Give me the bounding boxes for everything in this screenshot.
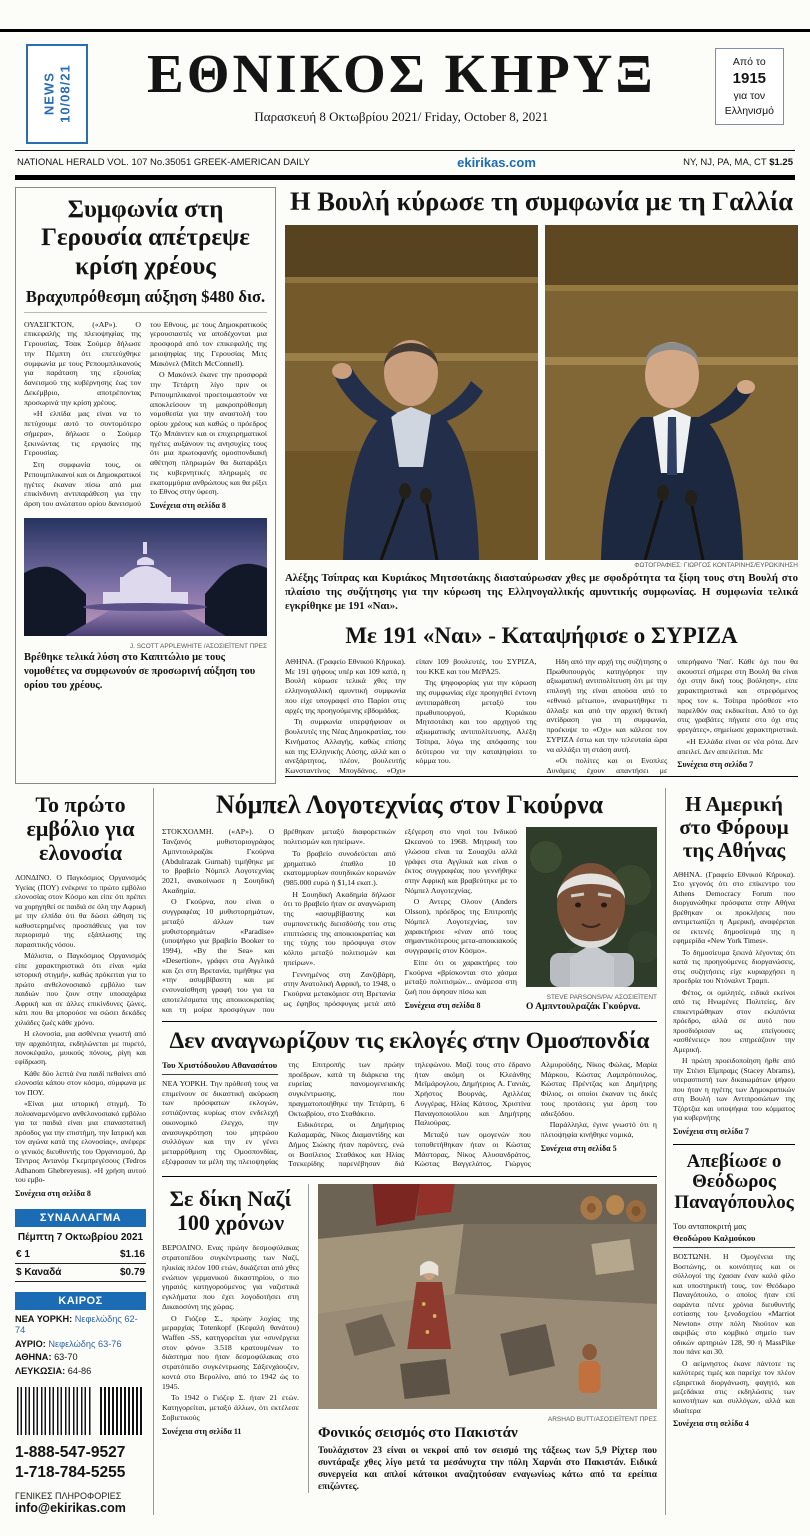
paragraph: Μάλιστα, ο Παγκόσμιος Οργανισμός είπε χαρακτηριστικά ότι είναι «μία ιστορική στιγμή», καθώς πρόκειται για το πρώτο ανθελονοσιακό εμβόλιο των παιδιών που ζουν στην υποσαχάρια Αφρική και σε άλλες επικίνδυνες ζώνες, κάτι που θα μπορούσε να σώσει δεκάδες χιλιάδες ζωές κάθε χρόνο. bbox=[15, 951, 146, 1027]
gurnah-photo bbox=[526, 827, 657, 987]
france-headline: Η Βουλή κύρωσε τη συμφωνία με τη Γαλλία bbox=[290, 186, 793, 216]
news-label: NEWS bbox=[41, 72, 57, 116]
fx-row-cad bbox=[15, 1264, 146, 1282]
forum-headline: Η Αμερική στο Φόρουμ της Αθήνας bbox=[679, 791, 789, 862]
fx-label: € 1 bbox=[16, 1248, 30, 1260]
malaria-body bbox=[15, 873, 146, 1199]
article-debt-deal bbox=[15, 187, 276, 784]
continuation-note: Συνέχεια στη σελίδα 5 bbox=[540, 1143, 617, 1153]
founded-line: Από το bbox=[732, 56, 766, 68]
pakistan-caption: Τουλάχιστον 23 είναι οι νεκροί από τον σεισμό της τάξεως των 5,9 Ρίχτερ που συντάραξε χθες λίγο μετά τα μεσάνυχτα την πόλη Χαρνάι στο Πακιστάν. Ειδικά συνεργεία και απλοί κάτοικοι αναζητούσαν εναγωνίως κάτω από τα ερείπια επιζώντες. bbox=[318, 1446, 657, 1493]
byline-prefix: Του ανταποκριτή μας bbox=[673, 1221, 747, 1232]
paragraph: Το δημοσίευμα ξεκινά λέγοντας ότι κατά τις προηγούμενες διοργανώσεις, στις συζητήσεις είχε κυριαρχήσει η προεδρία του Ντόναλντ Τραμπ. bbox=[673, 947, 795, 986]
earthquake-photo-credit: ARSHAD BUTT/ΑΣΟΣΙΕΪΤΕΝΤ ΠΡΕΣ bbox=[547, 1416, 657, 1424]
weather-tomorrow bbox=[15, 1339, 146, 1351]
debt-subhead: Βραχυπρόθεσμη αύξηση $480 δισ. bbox=[24, 287, 267, 313]
left-rail bbox=[15, 788, 153, 1515]
nazi-headline: Σε δίκη Ναζί 100 χρόνων bbox=[169, 1186, 292, 1236]
debt-body bbox=[24, 320, 267, 511]
founded-line: για τον bbox=[733, 90, 766, 103]
barcode bbox=[17, 1387, 144, 1435]
weather-label: ΑΥΡΙΟ: bbox=[15, 1338, 46, 1349]
paragraph: Γεννημένος στη Ζανζιβάρη, στην Ανατολική Αφρική, το 1948, ο Γκούρνα μετακόμισε στη Βρετανία ως έφηβος πρόσφυγας μετά από εξέγερση στο νησί του Ινδικού Ωκεανού το 1968. Μητρική του γλώσσα είναι τα Σουαχίλι αλλά γράφει στα Αγγλικά και είναι ο έκτος συγγραφέας που γεννήθηκε στην Αφρική και βραβεύτηκε με το Νόμπελ Λογοτεχνίας. bbox=[283, 827, 517, 1008]
federation-headline: Δεν αναγνωρίζουν τις εκλογές στην Ομοσπονδία bbox=[169, 1028, 650, 1055]
panagopoulos-headline: Απεβίωσε ο Θεόδωρος Παναγόπουλος bbox=[674, 1150, 794, 1214]
continuation-note: Συνέχεια στη σελίδα 11 bbox=[162, 1426, 242, 1436]
paragraph: Ο Αντερς Ολσον (Anders Olsson), πρόεδρος της Επιτροπής Νόμπελ Λογοτεχνίας, τον χαρακτήρισε «έναν από τους σημαντικότερους μετα-αποικιακούς συγγραφείς στον Κόσμο». bbox=[404, 897, 517, 956]
paragraph: ΒΕΡΟΛΙΝΟ. Ενας πρώην δεσμοφύλακας στρατοπέδου συγκέντρωσης των Ναζί, ηλικίας πλέον 100 ετών, δικάζεται από χθες ενώπιον γερμανικού δικαστηρίου, ο πιο γηραιός κατηγορούμενος για ναζιστικά εγκλήματα που έχει λογοδοτήσει στη Δικαιοσύνη της χώρας. bbox=[162, 1243, 299, 1311]
founded-1915-box bbox=[715, 48, 784, 125]
parliament-caption: Αλέξης Τσίπρας και Κυριάκος Μητσοτάκης διασταύρωσαν χθες με σφοδρότητα τα ξίφη τους στη Βουλή στο πλαίσιο της συζήτησης για την κύρωση της Ελληνογαλλικής αμυντικής συμφωνίας. Η συμφωνία τελικά εγκρίθηκε με 191 «Ναι». bbox=[285, 571, 798, 612]
section-rule bbox=[162, 1176, 657, 1177]
paragraph: Το 1942 ο Γιόζεφ Σ. ήταν 21 ετών. Κατηγορείται, μεταξύ άλλων, ότι εκτέλεσε Σοβιετικούς bbox=[162, 1393, 299, 1422]
fx-value: $0.79 bbox=[119, 1266, 145, 1278]
france-body bbox=[285, 657, 798, 776]
parliament-photo-credit: ΦΩΤΟΓΡΑΦΙΕΣ: ΓΙΩΡΓΟΣ ΚΟΝΤΑΡΙΝΗΣ/ΕΥΡΩΚΙΝΗΣΗ bbox=[634, 561, 798, 569]
paragraph: Κάθε δύο λεπτά ένα παιδί πεθαίνει από ελονοσία κάπου στον κόσμο, σύμφωνα με τον ΠΟΥ. bbox=[15, 1068, 146, 1097]
volume-info: NATIONAL HERALD VOL. 107 No.35051 GREEK-AMERICAN DAILY bbox=[17, 157, 310, 168]
paragraph: Φέτος, οι ομιλητές, ειδικά εκείνοι από τις Ηνωμένες Πολιτείες, δεν επικεντρώθηκαν στον εκλιπόντα πρόεδρο, αλλά σε αυτό που προσδιόρισαν ως επείγουσες «ασθένειες» που επηρεάζουν την Αμερική. bbox=[673, 987, 795, 1054]
debt-headline: Συμφωνία στη Γερουσία απέτρεψε κρίση χρέους bbox=[41, 196, 250, 280]
paragraph: «Η ελπίδα μας είναι να το πετύχουμε αυτό το συντομότερο σήμερα», δήλωσε ο Σούμερ ξεκινώντας τις εργασίες της Γερουσίας. bbox=[24, 409, 141, 458]
paper-title: ΕΘΝΙΚΟΣ ΚΗΡΥΞ bbox=[147, 43, 656, 104]
fx-value: $1.16 bbox=[119, 1248, 145, 1260]
weather-value: 63-70 bbox=[54, 1352, 78, 1363]
right-rail bbox=[666, 788, 795, 1515]
general-info-label: ΓΕΝΙΚΕΣ ΠΛΗΡΟΦΟΡΙΕΣ bbox=[15, 1490, 122, 1501]
article-france-deal bbox=[285, 187, 798, 784]
weather-value: Νεφελώδης 62-74 bbox=[15, 1313, 138, 1336]
phone-local: 1-718-784-5255 bbox=[15, 1464, 126, 1482]
panagopoulos-byline bbox=[673, 1221, 795, 1248]
currency-date: Πέμπτη 7 Οκτωβρίου 2021 bbox=[17, 1231, 144, 1243]
capitol-photo-caption: Βρέθηκε τελικά λύση στο Καπιτώλιο με τους νομοθέτες να συμφωνούν σε προσωρινή αύξηση του ορίου του χρέους. bbox=[24, 651, 256, 691]
malaria-headline: Το πρώτο εμβόλιο για ελονοσία bbox=[26, 791, 135, 866]
paragraph: Η πρώτη προειδοποίηση ήρθε από την Στέισι Εϊμπραμς (Stacey Abrams), υπερασπιστή των δικαιωμάτων ψήφου που ήταν η ηγέτης των Δημοκρατικών στη Βουλή των Αντιπροσώπων της Τζόρτζια και υποψήφια του κόμματος για κυβερνήτης bbox=[673, 1056, 795, 1123]
weather-value: Νεφελώδης 63-76 bbox=[48, 1338, 122, 1349]
weather-nicosia bbox=[15, 1366, 146, 1378]
article-nazi-trial bbox=[162, 1184, 309, 1493]
continuation-note: Συνέχεια στη σελίδα 8 bbox=[15, 1188, 91, 1198]
gurnah-photo-credit: STEVE PARSONS/PA/ ΑΣΟΣΙΕΪΤΕΝΤ bbox=[546, 994, 657, 1002]
phone-tollfree: 1-888-547-9527 bbox=[15, 1444, 126, 1462]
currency-banner: ΣΥΝΑΛΛΑΓΜΑ bbox=[15, 1209, 146, 1227]
byline-name: Θεοδώρου Καλμούκου bbox=[673, 1232, 756, 1243]
syriza-subheadline: Με 191 «Ναι» - Καταψήφισε ο ΣΥΡΙΖΑ bbox=[345, 622, 738, 648]
nobel-body bbox=[162, 827, 517, 1014]
paragraph: «Είναι μια ιστορική στιγμή. Το πολυαναμενόμενο ανθελονοσιακό εμβόλιο για τα παιδιά είναι μια επαναστατική πρόοδος για την επιστήμη, την Ιατρική και τον αγώνα κατά της ελονοσίας», ανέφερε ο γενικός διευθυντής του Οργανισμού, Δρ Τέντρος Αντανόμ Γκεμπρεγέσους (Tedros Adhanom Ghebreyesus). «Η χρήση αυτού του εμβο- bbox=[15, 1099, 146, 1185]
forum-body bbox=[673, 870, 795, 1137]
earthquake-photo bbox=[318, 1184, 657, 1409]
paragraph: ΛΟΝΔΙΝΟ. Ο Παγκόσμιος Οργανισμός Υγείας (ΠΟΥ) ενέκρινε το πρώτο εμβόλιο ελονοσίας στον Κόσμο και είπε ότι πρέπει να χορηγηθεί σε παιδιά σε όλη την Αφρική με την ελπίδα ότι θα δώσει ώθηση τις καθυστερημένες προσπάθειες για τον περιορισμό της εξάπλωσης της παρασιτικής νόσου. bbox=[15, 873, 146, 949]
section-rule bbox=[162, 1021, 657, 1022]
founded-line: Ελληνισμό bbox=[724, 104, 774, 117]
paragraph: Το βραβείο συνοδεύεται από χρηματικό έπαθλο 10 εκατομμυρίων σουηδικών κορωνών (985.000 ευρώ ή $1,14 εκατ.). bbox=[283, 848, 396, 887]
capitol-photo-credit: J. SCOTT APPLEWHITE /ΑΣΟΣΙΕΪΤΕΝΤ ΠΡΕΣ bbox=[129, 642, 267, 650]
continuation-note: Συνέχεια στη σελίδα 4 bbox=[673, 1419, 749, 1429]
paragraph: «Οι πολίτες και οι Ενοπλες Δυνάμεις έχουν απαντήσει με υπερήφανο 'Ναι'. Κάθε όχι που θα ακουστεί σήμερα στη Βουλή θα είναι όχι στην δική τους βούληση», είπε χαρακτηριστικά και στρεφόμενος προς τον κ. Τσίπρα πρόσθεσε «το παρελθόν σας εκδικείται. Από το όχι στις γραβάτες πήγατε στο όχι στις φρεγάτες», σημείωσε χαρακτηριστικά. bbox=[546, 656, 798, 775]
continuation-note: Συνέχεια στη σελίδα 7 bbox=[673, 1126, 749, 1136]
contact-email: info@ekirikas.com bbox=[15, 1500, 126, 1515]
website-url: ekirikas.com bbox=[457, 155, 536, 170]
paragraph: ΣΤΟΚΧΟΛΜΗ. («ΑΡ»). Ο Τανζανός μυθιστοριογράφος Αμπντουλραζάκ Γκούρνα (Abdulrazak Gurnah) τιμήθηκε με το βραβείο Νόμπελ Λογοτεχνίας 2021, ανακοίνωσε η Σουηδική Ακαδημία. bbox=[162, 827, 275, 895]
weather-banner: ΚΑΙΡΟΣ bbox=[15, 1292, 146, 1310]
paragraph: Η Σουηδική Ακαδημία δήλωσε ότι το βραβείο ήταν σε αναγνώριση της «ασυμβίβαστης και συμπονετικής διεισδύσής του στις επιπτώσεις της αποικιοκρατίας και της τύχης του πρόσφυγα στον κόλπο μεταξύ πολιτισμών και ηπείρων». bbox=[283, 889, 396, 967]
news-date: 10/08/21 bbox=[57, 64, 73, 124]
nazi-body bbox=[162, 1243, 299, 1436]
paragraph: Η ελονοσία, μια ασθένεια γνωστή από την αρχαιότητα, εκδηλώνεται με πυρετό, πονοκέφαλο, μυικούς πόνους, ρίγη και εφίδρωση. bbox=[15, 1029, 146, 1067]
mitsotakis-photo bbox=[545, 225, 798, 560]
paragraph: Στη συμφωνία τους, οι Ρεπουμπλικανοί και οι Δημοκρατικοί ηγέτες έκαναν πίσω από μια επικίνδυνη αντιπαράθεση για την άρση του ανώτατου ορίου δανεισμού του Εθνους, με τους Δημοκρατικούς γερουσιαστές να αποδέχονται μια προσφορά από τον επικεφαλής της μειοψηφίας της Γερουσίας Μιτς Μακόνελ (Mitch McConnell). bbox=[24, 319, 267, 508]
middle-section bbox=[153, 788, 666, 1515]
weather-newyork bbox=[15, 1314, 146, 1337]
price: $1.25 bbox=[769, 157, 793, 168]
paragraph: ΒΟΣΤΩΝΗ. Η Ομογένεια της Βοστώνης, οι κοινότητες και οι σύλλογοί της έχασαν έναν καλό φίλο και υποστηρικτή τους, τον Θεόδωρο Παναγόπουλο, ο οποίος ήταν επί σαράντα πέντε χρόνια διευθυντής εστίασης του ξενοδοχείου «Marriot Newton» στην πόλη Νιούτον και ακριβώς στο κομβικό σημείο των οδικών αρτηριών 128, 90 ή MassPike που πάνε και 30. bbox=[673, 1252, 795, 1357]
paragraph: Τη συμφωνία υπερψήφισαν οι βουλευτές της Νέας Δημοκρατίας, του Κινήματος Αλλαγής, καθώς επίσης και της Ελληνικής Λύσης, αλλά και ο ανεξάρτητος, πλέον, βουλευτής Κωνσταντίνος Μπογδάνος. «Οχι» είπαν 109 βουλευτές, του ΣΥΡΙΖΑ, του ΚΚΕ και του ΜέΡΑ25. bbox=[285, 656, 537, 775]
paragraph: Μεταξύ των ομογενών που τοποθετήθηκαν ήταν οι Κώστας Μάστορας, Νίκος Αλυσανδράτος, Κώστας Βαγγελάτος, Γιώργος Αλμυρούδης, Νίκος Φώλας, Μαρία Μάρκου, Κώστας Λαμπρόπουλος, Κώστας Πρέντζας και Δημήτρης Φίλιος, οι οποίοι έκαναν τις δικές τους προτάσεις για άρση του αδιεξόδου. bbox=[414, 1059, 657, 1169]
fx-row-euro bbox=[15, 1246, 146, 1264]
paragraph: Ο Γκούρνα, που είναι ο συγγραφέας 10 μυθιστορημάτων, μεταξύ άλλων των μυθιστορημάτων «Paradise» (υποψήφιο για βραβείο Booker το 1994), «By the Sea» και «Desertion», γράφει στα Αγγλικά και ζει στη Βρετανία, τιμήθηκε για «την ασυμβίβαστη και με ενσυναίσθηση γραφή του για τα αποτελέσματα της αποικιοκρατίας και τη μοίρα προσφύγων που βρέθηκαν μεταξύ διαφορετικών πολιτισμών και ηπείρων». bbox=[162, 827, 396, 1014]
parliament-photos bbox=[285, 225, 798, 560]
masthead-dateline: Παρασκευή 8 Οκτωβρίου 2021/ Friday, October 8, 2021 bbox=[254, 109, 549, 124]
federation-body bbox=[162, 1060, 657, 1169]
weather-value: 64-86 bbox=[67, 1365, 92, 1376]
continuation-note: Συνέχεια στη σελίδα 7 bbox=[677, 760, 754, 770]
paragraph: Ειδικότερα, οι Δημήτριος Καλαμαράς, Νίκος Διαμαντίδης και Δήμος Σιώκης ήταν παρόντες, ενώ οι Βασίλειος Σταθάκος και Ηλίας Τσεκερίδης παρενέβησαν διά τηλεφώνου. Μαζί τους στο έδρανο ήταν ακόμη οι Κλεάνθης Μεϊμάρογλου, Δημήτριος Α. Γανιάς, Χρήστος Βουρνάς, Αχιλλέας Λυγγέρας, Ηλίας Κάτσος, Χριστίνα Παναγοποιούλου και Δημήτρης Παλιούρας. bbox=[288, 1059, 531, 1169]
volume-info-row bbox=[15, 150, 795, 174]
article-pakistan-quake bbox=[318, 1184, 657, 1493]
nobel-headline: Νόμπελ Λογοτεχνίας στον Γκούρνα bbox=[215, 789, 604, 819]
paragraph: Ο Γιόζεφ Σ., πρώην λοχίας της μεραρχίας Totenkopf (Κεφαλή θανάτου) Waffen -SS, κατηγορείται για «συνέργεια στον φόνο» 3.518 κρατουμένων το διάστημα που ήταν δεσμοφύλακας στο στρατόπεδο συγκέντρωσης Σάξενχάουζεν, κοντά στο Βερολίνο, από το 1942 ώς το 1945. bbox=[162, 1313, 299, 1391]
paragraph: Της ψηφοφορίας για την κύρωση της συμφωνίας είχε προηγηθεί έντονη αντιπαράθεση μεταξύ του πρωθυπουργού, Κυριάκου Μητσοτάκη και του αρχηγού της αξιωματικής αντιπολίτευσης, Αλέξη Τσίπρα, λόγω της απόφασης του δεύτερου να την καταψηφίσει το κόμμα του. bbox=[415, 678, 537, 766]
paragraph: Ο αείμνηστος έκανε πάντοτε τις καλύτερες τιμές και παρείχε τον πλέον εξαιρετικά διοργάνωση, φαγητό, και μεζεδάκια στις εκδηλώσεις των κοινοτήτων και συλλόγων, αλλά και ιδιαίτερα bbox=[673, 1358, 795, 1415]
fx-label: $ Καναδά bbox=[16, 1266, 62, 1278]
tsipras-photo bbox=[285, 225, 538, 560]
section-rule bbox=[285, 776, 798, 777]
masthead-thick-rule bbox=[15, 175, 795, 180]
panagopoulos-body bbox=[673, 1252, 795, 1429]
paragraph: ΝΕΑ ΥΟΡΚΗ. Την πρόθεσή τους να επιμείνουν σε δικαστική ακύρωση των πρόσφατων εκλογών, εστιάζοντας κυρίως στον ενδελεχή οικονομικό έλεγχο, την ανασυγκρότηση του μητρώου συλλόγων και την εν γένει μεταρρύθμιση της Ομοσπονδίας, εξέφρασαν τα μέλη της πλειοψηφίας της Επιτροπής των πρώην προέδρων, κατά τη διάρκεια της ευρείας πανομογενειακής συγκέντρωσης, που πραγματοποιήθηκε την Τετάρτη, 6 Οκτωβρίου, στο Σταθάκειο. bbox=[162, 1059, 405, 1166]
founded-year: 1915 bbox=[732, 70, 767, 88]
section-rule bbox=[673, 1144, 795, 1145]
regions-list: NY, NJ, PA, MA, CT bbox=[683, 157, 770, 168]
federation-byline: Του Χριστόδουλου Αθανασάτου bbox=[162, 1060, 278, 1075]
price-regions bbox=[683, 157, 793, 168]
paragraph: ΑΘΗΝΑ. (Γραφείο Εθνικού Κήρυκα). Στο γεγονός ότι στο επίκεντρο του Athens Democracy Forum που διοργανώθηκε πρόσφατα στην Αθήνα βρέθηκαν οι προκλήσεις που αντιμετωπίζει η Αμερική, αναφέρεται σε εκτενές δημοσίευμά της η εφημερίδα «New York Times». bbox=[673, 870, 795, 946]
continuation-note: Συνέχεια στη σελίδα 8 bbox=[404, 1000, 481, 1010]
paragraph: Ηδη από την αρχή της συζήτησης ο Πρωθυπουργός κατηγόρησε την αξιωματική αντιπολίτευση ότι με την επιλογή της είναι απούσα από το «εθνικό μέτωπο», αναρωτήθηκε τι άλλαξε και από την αρχική θετική αντίδραση για τη συμφωνία, προέκυψε το «Οχι» και κάλεσε τον ΣΥΡΙΖΑ έστω και την τελευταία ώρα να αλλάξει τη στάση αυτή. bbox=[546, 656, 668, 754]
masthead bbox=[0, 32, 810, 148]
weather-athens bbox=[15, 1352, 146, 1364]
continuation-note: Συνέχεια στη σελίδα 8 bbox=[150, 500, 226, 510]
news-edition-box bbox=[26, 44, 88, 144]
pakistan-headline: Φονικός σεισμός στο Πακιστάν bbox=[318, 1425, 518, 1442]
paragraph: «Η Ελλάδα είναι σε νέα ρότα. Δεν απειλεί. Δεν απειλείται. Με bbox=[677, 736, 798, 756]
paragraph: Παράλληλα, έγινε γνωστό ότι η πλειοψηφία κινήθηκε νομικά, bbox=[540, 1120, 657, 1140]
weather-label: ΑΘΗΝΑ: bbox=[15, 1352, 52, 1363]
gurnah-photo-block bbox=[526, 827, 657, 1014]
paragraph: Ο Μακόνελ έκανε την προσφορά την Τετάρτη λίγο πριν οι Ρεπουμπλικανοί προετοιμαστούν να αποκλείσουν τη μακροπρόθεσμη νομοθεσία για την αναστολή του ορίου χρέους και καθώς ο πρόεδρος Τζο Μπάιντεν και οι επιχειρηματικοί ηγέτες αυξάνουν τις ανησυχίες τους ότι μια πρωτοφανής ομοσπονδιακή αθέτηση πληρωμών θα διαταράξει τις κυβερνητικές πληρωμές σε εκατομμύρια ανθρώπους και θα ρίξει το Εθνος στην ύφεση. bbox=[150, 370, 267, 497]
paragraph: ΟΥΑΣΙΓΚΤΟΝ, («ΑΡ»). Ο επικεφαλής της πλειοψηφίας της Γερουσίας, Τσακ Σούμερ δήλωσε την Πέμπτη ότι επετεύχθηκε συμφωνία με τους Ρεπουμπλικανούς για παράταση της εξουσίας δανεισμού της κυβέρνησης έως τον Δεκέμβριο, αποτρέποντας προσωρινά την κρίση χρέους. bbox=[24, 319, 141, 407]
gurnah-photo-caption: Ο Αμπντουλραζάκ Γκούρνα. bbox=[526, 1002, 641, 1013]
paragraph: ΑΘΗΝΑ. (Γραφείο Εθνικού Κήρυκα). Με 191 ψήφους υπέρ και 109 κατά, η Βουλή κύρωσε τελικά χθες την ελληνογαλλική αμυντική συμφωνία που είχε υπογραφεί στο Παρίσι στις αρχές της προηγούμενης εβδομάδας. bbox=[285, 656, 406, 715]
weather-label: ΛΕΥΚΩΣΙΑ: bbox=[15, 1365, 66, 1376]
weather-label: ΝΕΑ ΥΟΡΚΗ: bbox=[15, 1313, 73, 1324]
paragraph: Είπε ότι οι χαρακτήρες του Γκούρνα «βρίσκονται στο χάσμα μεταξύ πολιτισμών... ανάμεσα στη ζωή που άφησαν πίσω και bbox=[404, 957, 517, 997]
capitol-photo bbox=[24, 518, 267, 693]
